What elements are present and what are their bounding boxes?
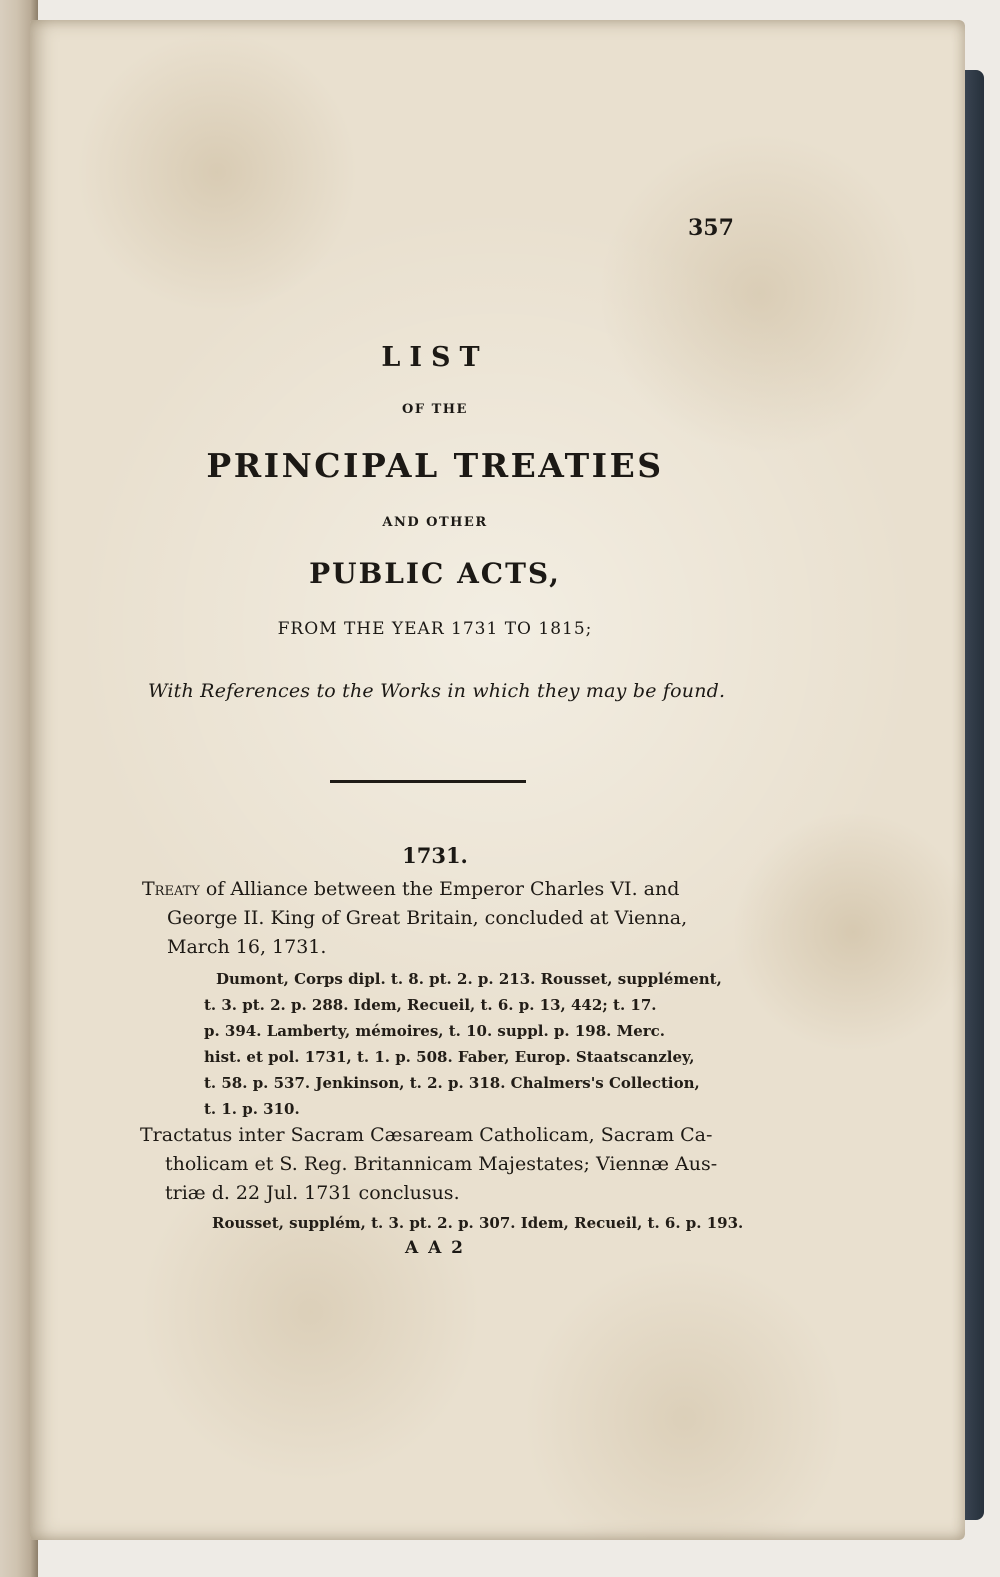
title-rule [330,780,526,783]
entry-1-line-1-text: of Alliance between the Emperor Charles VI. and [199,878,680,900]
book-page [30,20,965,1540]
year-heading: 1731. [402,843,468,868]
page-number: 357 [688,215,734,241]
entry-2-ref-1: Rousset, supplém, t. 3. pt. 2. p. 307. Idem, Recueil, t. 6. p. 193. [212,1214,744,1232]
title-of-the: OF THE [402,402,468,417]
entry-1-ref-5: t. 58. p. 537. Jenkinson, t. 2. p. 318. Chalmers's Collection, [204,1074,700,1092]
entry-2-line-2: tholicam et S. Reg. Britannicam Majestates; Viennæ Aus- [165,1153,718,1175]
title-list: LIST [381,342,489,373]
entry-1-line-3: March 16, 1731. [167,936,327,958]
entry-1-ref-6: t. 1. p. 310. [204,1100,300,1118]
title-public-acts: PUBLIC ACTS, [309,557,561,590]
entry-1-ref-3: p. 394. Lamberty, mémoires, t. 10. suppl. p. 198. Merc. [204,1022,665,1040]
entry-2-line-3: triæ d. 22 Jul. 1731 conclusus. [165,1182,460,1204]
entry-1-ref-4: hist. et pol. 1731, t. 1. p. 508. Faber, Europ. Staatscanzley, [204,1048,695,1066]
entry-1-ref-2: t. 3. pt. 2. p. 288. Idem, Recueil, t. 6. p. 13, 442; t. 17. [204,996,657,1014]
entry-2-line-1: Tractatus inter Sacram Cæsaream Catholicam, Sacram Ca- [140,1124,713,1146]
title-year-range: FROM THE YEAR 1731 TO 1815; [277,619,593,639]
title-principal-treaties: PRINCIPAL TREATIES [206,446,664,485]
title-and-other: AND OTHER [382,515,488,530]
entry-1-line-1 [142,878,679,900]
title-references: With References to the Works in which they may be found. [148,680,726,702]
entry-1-ref-1: Dumont, Corps dipl. t. 8. pt. 2. p. 213. Rousset, supplément, [216,970,722,988]
entry-1-line-2: George II. King of Great Britain, concluded at Vienna, [167,907,688,929]
signature-mark: A A 2 [404,1238,466,1258]
entry-1-lead-word: Treaty [142,878,200,900]
